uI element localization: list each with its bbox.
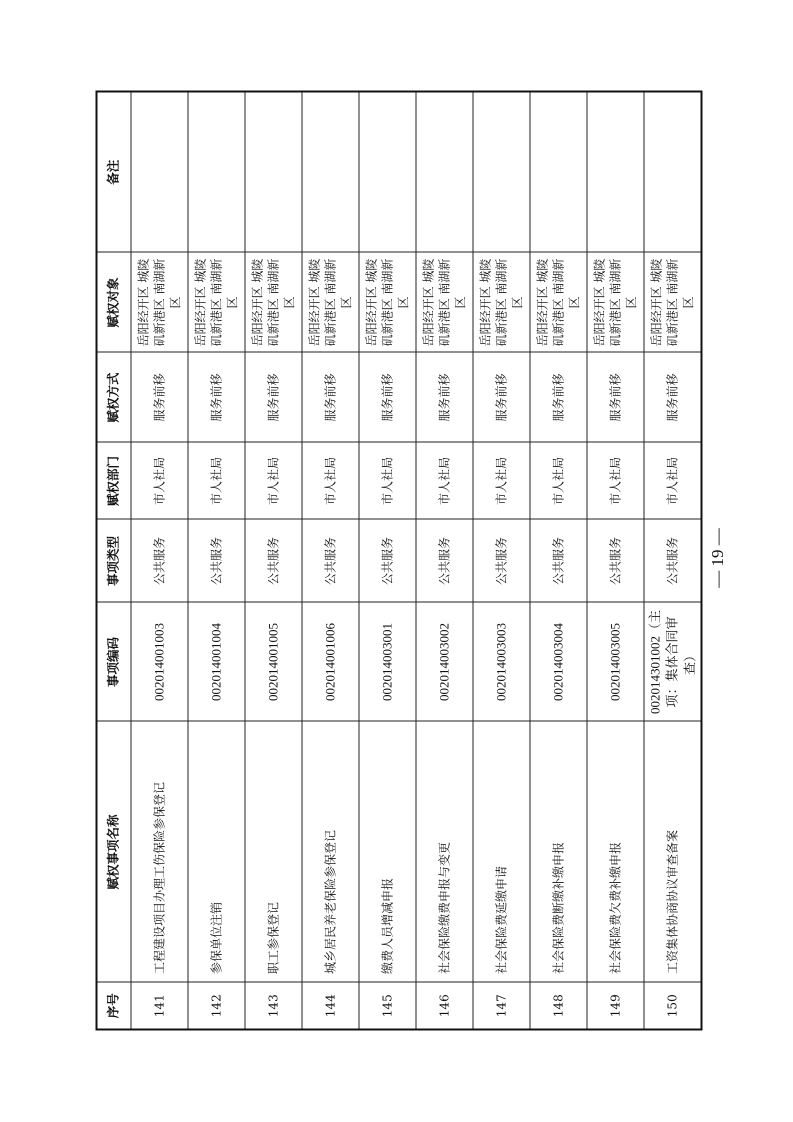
cell-target: 岳阳经开区 城陵矶新港区 南湖新区 <box>530 253 587 353</box>
header-dept: 赋权部门 <box>97 443 132 520</box>
cell-dept: 市人社局 <box>131 443 188 520</box>
cell-name: 社会保险费延缴申请 <box>473 722 530 983</box>
table-row <box>131 92 188 1030</box>
cell-note <box>359 92 416 253</box>
cell-type: 公共服务 <box>416 520 473 603</box>
cell-code: 002014003001 <box>359 603 416 722</box>
cell-no: 149 <box>587 983 644 1030</box>
cell-type: 公共服务 <box>188 520 245 603</box>
table-row <box>530 92 587 1030</box>
cell-type: 公共服务 <box>530 520 587 603</box>
cell-no: 150 <box>644 983 702 1030</box>
table-row <box>416 92 473 1030</box>
cell-method: 服务前移 <box>245 353 302 443</box>
table-row <box>359 92 416 1030</box>
cell-method: 服务前移 <box>587 353 644 443</box>
cell-note <box>473 92 530 253</box>
cell-no: 148 <box>530 983 587 1030</box>
header-name: 赋权事项名称 <box>97 722 132 983</box>
cell-note <box>131 92 188 253</box>
cell-code: 002014001005 <box>245 603 302 722</box>
rotated-table-container <box>96 93 698 1031</box>
cell-target: 岳阳经开区 城陵矶新港区 南湖新区 <box>416 253 473 353</box>
cell-target: 岳阳经开区 城陵矶新港区 南湖新区 <box>131 253 188 353</box>
cell-target: 岳阳经开区 城陵矶新港区 南湖新区 <box>188 253 245 353</box>
cell-dept: 市人社局 <box>530 443 587 520</box>
cell-note <box>416 92 473 253</box>
table-row <box>245 92 302 1030</box>
cell-type: 公共服务 <box>302 520 359 603</box>
cell-name: 缴费人员增减申报 <box>359 722 416 983</box>
header-type: 事项类型 <box>97 520 132 603</box>
cell-type: 公共服务 <box>644 520 702 603</box>
cell-dept: 市人社局 <box>473 443 530 520</box>
cell-code: 002014003004 <box>530 603 587 722</box>
cell-no: 143 <box>245 983 302 1030</box>
header-no: 序号 <box>97 983 132 1030</box>
table-row <box>188 92 245 1030</box>
cell-name: 参保单位注销 <box>188 722 245 983</box>
cell-dept: 市人社局 <box>245 443 302 520</box>
cell-note <box>188 92 245 253</box>
cell-method: 服务前移 <box>188 353 245 443</box>
cell-type: 公共服务 <box>245 520 302 603</box>
cell-dept: 市人社局 <box>188 443 245 520</box>
cell-code: 002014001003 <box>131 603 188 722</box>
cell-name: 社会保险缴费申报与变更 <box>416 722 473 983</box>
cell-code: 002014003003 <box>473 603 530 722</box>
cell-dept: 市人社局 <box>359 443 416 520</box>
header-code: 事项编码 <box>97 603 132 722</box>
cell-method: 服务前移 <box>131 353 188 443</box>
cell-no: 145 <box>359 983 416 1030</box>
cell-method: 服务前移 <box>359 353 416 443</box>
cell-target: 岳阳经开区 城陵矶新港区 南湖新区 <box>473 253 530 353</box>
table-header-row <box>97 92 132 1030</box>
cell-note <box>302 92 359 253</box>
cell-code: 002014001006 <box>302 603 359 722</box>
cell-no: 144 <box>302 983 359 1030</box>
cell-name: 工资集体协商协议审查备案 <box>644 722 702 983</box>
cell-dept: 市人社局 <box>587 443 644 520</box>
table-row <box>473 92 530 1030</box>
cell-no: 141 <box>131 983 188 1030</box>
cell-name: 城乡居民养老保险参保登记 <box>302 722 359 983</box>
cell-type: 公共服务 <box>473 520 530 603</box>
cell-code: 002014003005 <box>587 603 644 722</box>
cell-note <box>587 92 644 253</box>
cell-no: 147 <box>473 983 530 1030</box>
cell-target: 岳阳经开区 城陵矶新港区 南湖新区 <box>587 253 644 353</box>
cell-type: 公共服务 <box>131 520 188 603</box>
cell-no: 146 <box>416 983 473 1030</box>
cell-note <box>530 92 587 253</box>
cell-name: 社会保险费欠费补缴申报 <box>587 722 644 983</box>
cell-type: 公共服务 <box>587 520 644 603</box>
table-row <box>644 92 702 1030</box>
cell-name: 工程建设项目办理工伤保险参保登记 <box>131 722 188 983</box>
header-target: 赋权对象 <box>97 253 132 353</box>
cell-dept: 市人社局 <box>416 443 473 520</box>
cell-target: 岳阳经开区 城陵矶新港区 南湖新区 <box>245 253 302 353</box>
cell-target: 岳阳经开区 城陵矶新港区 南湖新区 <box>302 253 359 353</box>
cell-method: 服务前移 <box>302 353 359 443</box>
cell-method: 服务前移 <box>416 353 473 443</box>
cell-method: 服务前移 <box>473 353 530 443</box>
table-row <box>587 92 644 1030</box>
cell-target: 岳阳经开区 城陵矶新港区 南湖新区 <box>644 253 702 353</box>
cell-name: 社会保险费断缴补缴申报 <box>530 722 587 983</box>
empowerment-items-table <box>96 91 703 1031</box>
cell-code: 002014001004 <box>188 603 245 722</box>
cell-code: 002014301002（主项：集体合同审查） <box>644 603 702 722</box>
cell-dept: 市人社局 <box>302 443 359 520</box>
cell-method: 服务前移 <box>530 353 587 443</box>
header-note: 备注 <box>97 92 132 253</box>
cell-note <box>245 92 302 253</box>
cell-dept: 市人社局 <box>644 443 702 520</box>
cell-note <box>644 92 702 253</box>
table-row <box>302 92 359 1030</box>
cell-type: 公共服务 <box>359 520 416 603</box>
cell-code: 002014003002 <box>416 603 473 722</box>
cell-name: 职工参保登记 <box>245 722 302 983</box>
cell-no: 142 <box>188 983 245 1030</box>
header-method: 赋权方式 <box>97 353 132 443</box>
page-number: — 19 — <box>708 528 727 588</box>
cell-target: 岳阳经开区 城陵矶新港区 南湖新区 <box>359 253 416 353</box>
cell-method: 服务前移 <box>644 353 702 443</box>
